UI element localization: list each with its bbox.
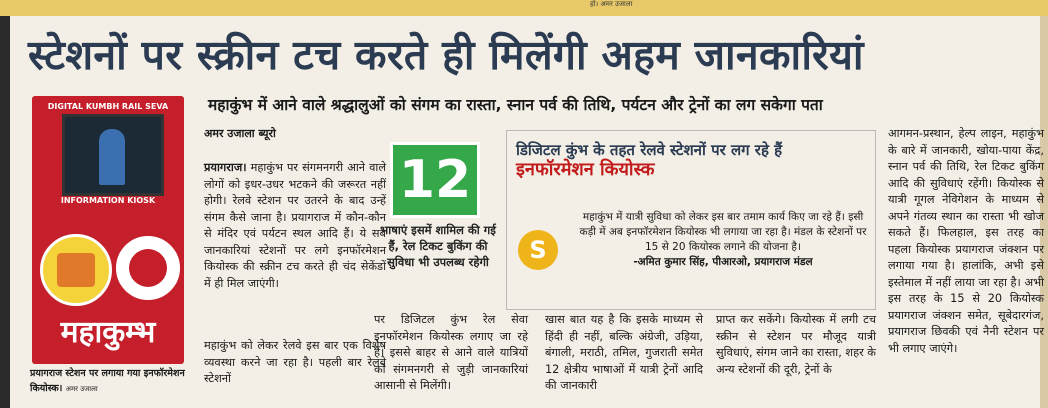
article-column-5: आगमन-प्रस्थान, हेल्प लाइन, महाकुंभ के बारे में जानकारी, खोया-पाया केंद्र, स्नान पर्व की तिथि, रेल टिकट बुकिंग आदि की सुविधाएं रहेंगी। कियोस्क से यात्री गूगल नेविगेशन के माध्यम से अपने गंतव्य स्थान का रास्ता भी खोज सकते हैं। फिलहाल, इस तरह का पहला कियोस्क प्रयागराज जंक्शन पर लगाया गया है। हालांकि, अभी इसे इस्तेमाल में नहीं लाया जा रहा है। अभी इस तरह के 15 से 20 कियोस्क प्रयागराज जंक्शन समेत, सूबेदारगंज, प्रयागराज छिवकी एवं नैनी स्टेशन पर भी लगाए जाएंगे। [888,127,1044,355]
kiosk-logo-text: महाकुम्भ [60,315,156,350]
article-column-2: पर डिजिटल कुंभ रेल सेवा इनफॉरमेशन कियोस्क लगाए जा रहे हैं। इससे बाहर से आने वाले यात्रियों को संगमनगरी से जुड़ी जानकारियां आसानी से मिलेंगी। [374,313,528,392]
left-edge-image [0,16,10,408]
kiosk-box-title-red: इनफॉरमेशन कियोस्क [516,159,655,180]
mahakumbh-emblem-icon [40,234,112,306]
fact-text: भाषाएं इसमें शामिल की गई हैं, रेल टिकट बुकिंग की सुविधा भी उपलब्ध रहेगी [380,223,496,269]
kiosk-top-label: DIGITAL KUMBH RAIL SEVA [47,102,169,111]
article-column-4: प्राप्त कर सकेंगे। कियोस्क में लगी टच स्क्रीन से स्टेशन पर मौजूद यात्री सुविधाएं, संगम जाने का रास्ता, शहर के अन्य स्टेशनों की दूरी, ट्रेनों के [716,313,876,376]
s-logo-icon: S [518,230,558,270]
paragraph-2: महाकुंभ को लेकर रेलवे इस बार एक विशेष व्यवस्था करने जा रहा है। पहली बार रेलवे स्टेशनों [204,339,386,385]
indian-railways-logo-icon [116,236,180,300]
dateline: प्रयागराज। [204,161,247,174]
article-column-3: खास बात यह है कि इसके माध्यम से हिंदी ही नहीं, बल्कि अंग्रेजी, उड़िया, बंगाली, मराठी, तमिल, गुजराती समेत 12 क्षेत्रीय भाषाओं में यात्री ट्रेनों आदि की जानकारी [545,313,703,392]
article-column-1 [204,160,386,292]
headline: स्टेशनों पर स्क्रीन टच करते ही मिलेंगी अहम जानकारियां [28,31,864,79]
byline: अमर उजाला ब्यूरो [204,127,276,140]
quote-text: महाकुंभ में यात्री सुविधा को लेकर इस बार तमाम कार्य किए जा रहे हैं। इसी कड़ी में अब इनफॉरमेशन कियोस्क भी लगाया जा रहा है। मंडल के स्टेशनों पर 15 से 20 कियोस्क लगाने की योजना है। [579,211,867,253]
kiosk-quote [578,210,868,270]
kiosk-photo [32,96,184,364]
top-credit: हो। अमर उजाला [590,0,633,8]
kiosk-screen [62,114,164,196]
article-column-1-end [204,338,386,388]
quote-author: -अमित कुमार सिंह, पीआरओ, प्रयागराज मंडल [633,256,813,268]
kiosk-box-title [516,140,836,180]
top-photo-strip [0,0,1048,16]
subheadline: महाकुंभ में आने वाले श्रद्धालुओं को संगम का रास्ता, स्नान पर्व की तिथि, पर्यटन और ट्रेनों का लग सकेगा पता [208,96,823,114]
fact-number-box: 12 [390,142,480,218]
caption-credit: अमर उजाला [65,385,98,393]
photo-caption [30,366,202,397]
caption-text: प्रयागराज स्टेशन पर लगाया गया इनफॉरमेशन कियोस्क। [30,368,185,394]
screen-figure [99,129,125,185]
kiosk-info-label: INFORMATION KIOSK [60,196,156,205]
paragraph-1: महाकुंभ पर संगमनगरी आने वाले लोगों को इधर-उधर भटकने की जरूरत नहीं होगी। रेलवे स्टेशन पर उतरने के बाद उन्हें संगम कैसे जाना है। प्रयागराज में कौन-कौन से मंदिर एवं पर्यटन स्थल आदि हैं। ये सब जानकारियां स्टेशनों पर लगे इनफॉरमेशन कियोस्क की स्क्रीन टच करते ही चंद सेकेंडों में ही मिल जाएंगी। [204,161,387,290]
kiosk-box-title-main: डिजिटल कुंभ के तहत रेलवे स्टेशनों पर लग रहे हैं [516,141,783,159]
